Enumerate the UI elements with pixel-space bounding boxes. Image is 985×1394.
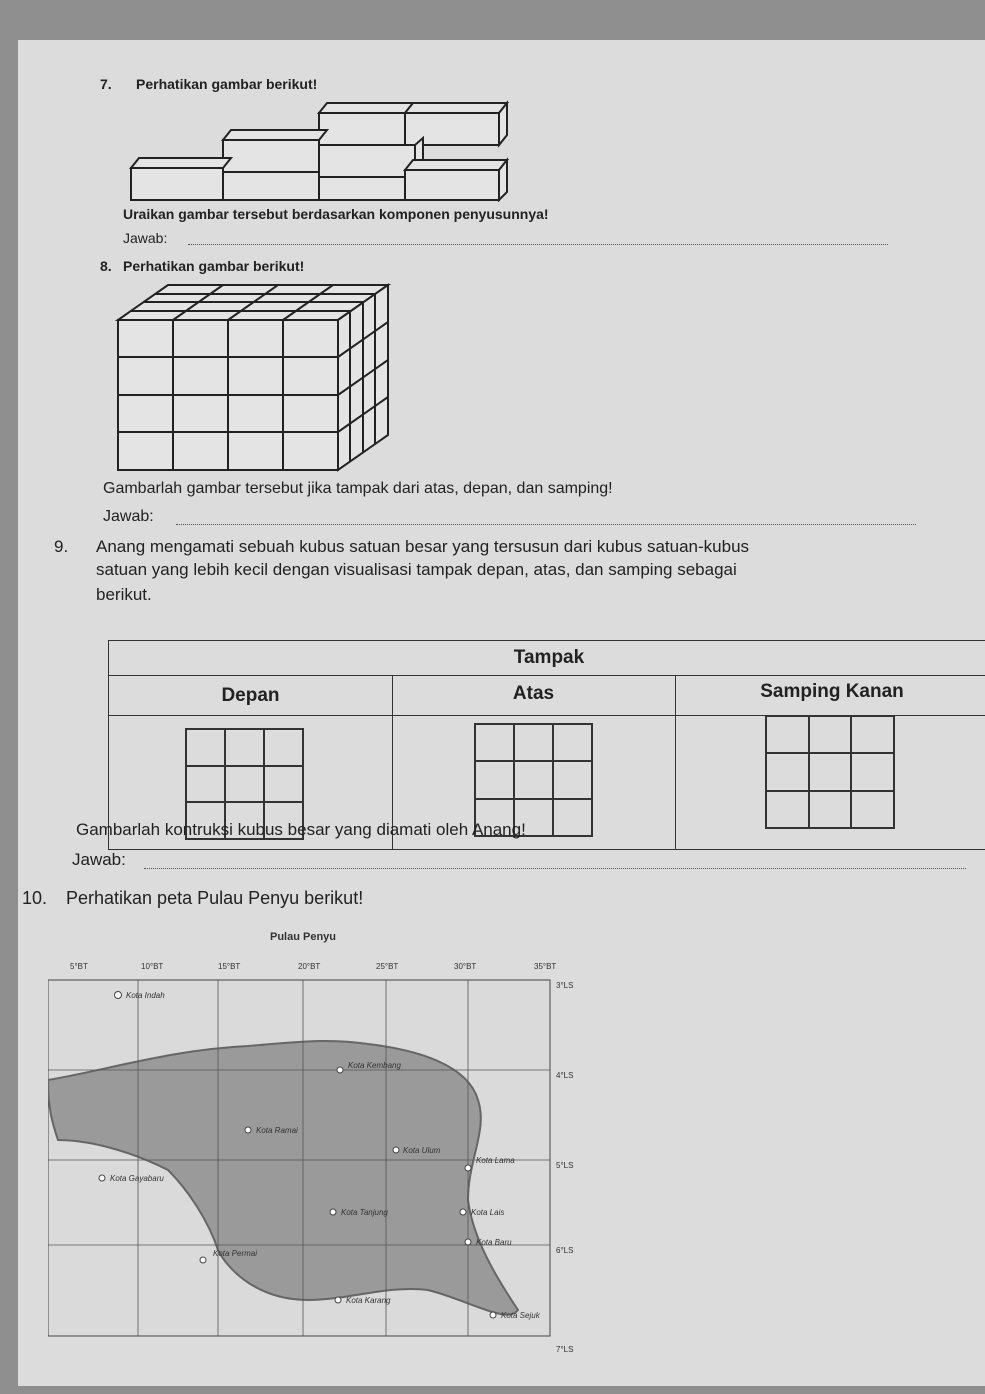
city-kota-ulum: Kota Ulum	[403, 1146, 441, 1155]
q8-answer-label: Jawab:	[103, 508, 154, 525]
worksheet-page	[18, 40, 985, 1386]
q7-instruction: Uraikan gambar tersebut berdasarkan komponen penyusunnya!	[123, 206, 549, 222]
lon-label-15: 15°BT	[218, 962, 241, 971]
city-kota-gayabaru: Kota Gayabaru	[110, 1174, 164, 1183]
side-view-grid	[765, 715, 895, 829]
city-kota-baru: Kota Baru	[476, 1238, 512, 1247]
city-kota-tanjung: Kota Tanjung	[341, 1208, 388, 1217]
pulau-penyu-map	[48, 920, 648, 1360]
lat-label-7: 7°LS	[556, 1345, 574, 1354]
lon-label-25: 25°BT	[376, 962, 399, 971]
lon-label-20: 20°BT	[298, 962, 321, 971]
city-kota-sejuk: Kota Sejuk	[501, 1311, 540, 1320]
header-depan: Depan	[221, 685, 280, 706]
q7-answer-label: Jawab:	[123, 230, 168, 246]
header-tampak: Tampak	[513, 647, 585, 668]
city-kota-indah: Kota Indah	[126, 991, 165, 1000]
map-title: Pulau Penyu	[269, 931, 337, 943]
lon-label-30: 30°BT	[454, 962, 477, 971]
q10-number: 10.	[22, 888, 48, 908]
city-kota-kembang: Kota Kembang	[348, 1061, 401, 1070]
q9-answer-line[interactable]	[144, 868, 966, 869]
table-subheader-row	[109, 675, 985, 716]
q9-line3: berikut.	[96, 585, 152, 604]
q9-number: 9.	[54, 537, 69, 556]
q8-cube-figure	[110, 280, 400, 475]
q9-line1: Anang mengamati sebuah kubus satuan besar yang tersusun dari kubus satuan-kubus	[96, 537, 750, 556]
q10-prompt: Perhatikan peta Pulau Penyu berikut!	[66, 888, 364, 908]
lat-label-3: 3°LS	[556, 981, 574, 990]
q9-views-table	[108, 640, 985, 850]
lon-label-35: 35°BT	[534, 962, 557, 971]
lon-label-5: 5°BT	[70, 962, 88, 971]
q8-prompt: Perhatikan gambar berikut!	[123, 258, 305, 274]
q8-number: 8.	[100, 258, 112, 274]
city-kota-permai: Kota Permai	[213, 1249, 258, 1258]
q9-line2: satuan yang lebih kecil dengan visualisasi tampak depan, atas, dan samping sebagai	[96, 560, 737, 579]
header-samping-kanan: Samping Kanan	[760, 681, 904, 702]
table-header-row	[109, 641, 985, 676]
q7-answer-line[interactable]	[188, 244, 888, 245]
lat-label-5: 5°LS	[556, 1161, 574, 1170]
q7-number: 7.	[100, 76, 112, 92]
q8-answer-line[interactable]	[176, 524, 916, 525]
city-kota-karang: Kota Karang	[346, 1296, 391, 1305]
city-kota-ramai: Kota Ramai	[256, 1126, 298, 1135]
lat-label-6: 6°LS	[556, 1246, 574, 1255]
city-kota-lama: Kota Lama	[476, 1156, 515, 1165]
city-kota-lais: Kota Lais	[471, 1208, 505, 1217]
q7-prompt: Perhatikan gambar berikut!	[136, 76, 318, 92]
q9-instruction: Gambarlah kontruksi kubus besar yang diamati oleh Anang!	[76, 820, 526, 839]
q9-answer-label: Jawab:	[72, 850, 126, 869]
lon-label-10: 10°BT	[141, 962, 164, 971]
header-atas: Atas	[512, 683, 555, 704]
table-divider	[675, 675, 676, 849]
lat-label-4: 4°LS	[556, 1071, 574, 1080]
q8-instruction: Gambarlah gambar tersebut jika tampak dari atas, depan, dan samping!	[103, 480, 613, 497]
q7-blocks-figure	[123, 98, 543, 208]
